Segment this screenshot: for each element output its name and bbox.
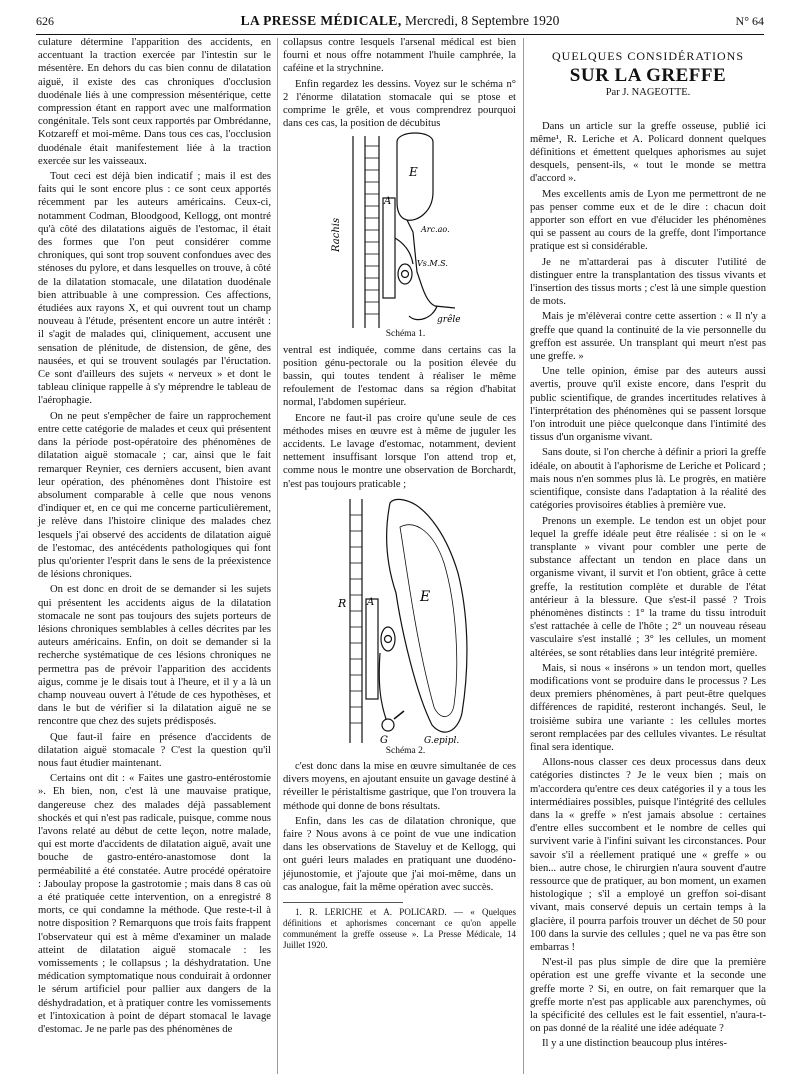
schema-2-label-g: G [379,734,388,745]
paragraph: On ne peut s'empêcher de faire un rapprochement entre cette catégorie de malades et ceux qui présentent dans la période post-opératoire des phénomènes de dilatation aiguë stomacale ; car, ainsi que le fait remarquer Reynier, ces derniers accusent, bien avant leur opération, des phénomènes dont l'histoire est absolument comparable à celle que nous venons d'indiquer et, en ce qui me concerne particulièrement, je relève dans l'histoire clinique des malades chez lesquels j'ai observé des accidents de dilatation aiguë de l'estomac, des antécédents pathologiques qui font plus qu'orienter l'esprit dans le sens de la préexistence de lésions chroniques. [38,410,271,581]
paragraph: Dans un article sur la greffe osseuse, publié ici même¹, R. Leriche et A. Policard donnent quelques définitions et émettent quelques aphorismes au sujet desquels, pensent-ils, « tout le monde se mettra d'accord ». [530,120,766,185]
schema-2-label-e: E [419,588,430,605]
paragraph: Sans doute, si l'on cherche à définir a priori la greffe idéale, on aboutit à l'aphorisme de Leriche et Policard ; mais nous n'en sommes plus là. Le progrès, en matière scientifique, consiste dans l'adaptation à la réalité des catégories provisoires établies à première vue. [530,447,766,512]
article-kicker: QUELQUES CONSIDÉRATIONS [551,49,744,63]
column-rule [523,38,524,1074]
journal-title: LA PRESSE MÉDICALE, [240,13,402,28]
schema-1-label-arc: Arc.ao. [420,225,450,235]
paragraph: ventral est indiquée, comme dans certains cas la position génu-pectorale ou la position élevée du bassin, qui toutes tendent à réaliser le même refoulement de l'estomac dans sa région d'habitat normal, l'abdomen supérieur. [283,344,516,409]
paragraph: Encore ne faut-il pas croire qu'une seule de ces méthodes mises en œuvre est à même de juguler les accidents. Le lavage d'estomac, notamment, devient nettement insuffisant lorsque l'on attend trop et, comme nous le montre une observation de Borchardt, n'est pas toujours praticable ; [283,412,516,490]
footnote: 1. R. LERICHE et A. POLICARD. — « Quelques définitions et aphorismes concernant ce qu'on appelle communément la greffe osseuse ». La Presse Médicale, 14 Juillet 1920. [283,907,516,951]
schema-1-label-a: A [383,196,391,208]
column-2 [283,36,516,953]
paragraph: Il y a une distinction beaucoup plus intéres- [542,1038,728,1050]
paragraph: Tout ceci est déjà bien indicatif ; mais il est des faits qui le sont encore plus : ce sont ceux apportés récemment par les auteurs américains. Ceux-ci, notamment Codman, Bloodgood, Kellogg, ont montré qu'à côté des dilatations aiguës de l'estomac, il était des formes que l'on peut considérer comme chroniques, qui sont trop souvent confondues avec des sténoses du pylore, et dans lesquelles on trouve, à côté de la dilatation stomacale, une dilatation duodénale bien attribuable à une compression. Ces affections, étudiées aux rayons X, et qui ouvrent tout un champ nouveau à l'étude, présentent encore un autre intérêt : il s'agit de malades qui, cliniquement, accusent une sensation de plénitude, de distension, de gêne, des nausées, et qui se trouvent soulagés par l'éructation. Ce sont d'ailleurs des sujets « nerveux » et dont le tableau clinique rappelle à s'y méprendre le tableau de l'aérophagie. [38,171,271,407]
running-header [36,10,764,35]
paragraph: Que faut-il faire en présence d'accidents de dilatation aiguë stomacale ? C'est la question qu'il nous faut étudier maintenant. [38,731,271,769]
schema-1-figure [325,132,475,328]
paragraph: Je ne m'attarderai pas à discuter l'utilité de distinguer entre la transplantation des tissus vivants et l'insertion des tissus morts ; c'est là une simple question de mots. [530,256,766,308]
page-number: 626 [36,14,54,28]
article-title: SUR LA GREFFE [569,65,727,87]
article-byline: Par J. NAGEOTTE. [605,87,691,99]
column-3 [530,36,766,1053]
schema-1-label-grele: grêle [436,315,461,326]
paragraph: Allons-nous classer ces deux processus dans deux catégories distinctes ? Je le veux bien ; mais on m'accordera qu'entre ces deux catégories il y a tous les intermédiaires possibles, puisque l'intégrité des cellules dans la « greffe » n'est jamais absolue : certaines d'entre elles succombent et le nombre de celles qui survivent varie à l'infini suivant les circonstances. Pour savoir s'il a réellement pratiqué une « greffe » ou bien... autre chose, le chirurgien n'aura souvent d'autre ressource que de pratiquer, au bon moment, un examen histologique ; s'il a employé un greffon soi-disant vivant, mais conservé depuis un certain temps à la glacière, il pourra parfois trouver un déchet de 50 pour 100 dans la survie des cellules ; quel ne va pas être son embarras ! [530,757,766,953]
paragraph: Une telle opinion, émise par des auteurs aussi avertis, prouve qu'il existe encore, dans l'esprit du public scientifique, de grandes incertitudes relatives à l'interprétation des phénomènes qui se passent lorsque l'on introduit une pièce quelconque dans l'intimité des tissus d'un organisme vivant. [530,366,766,444]
schema-1-label-rachis: Rachis [330,218,342,253]
paragraph: Prenons un exemple. Le tendon est un objet pour lequel la greffe idéale peut être réalisée : si on le « transplante » vivant pour combler une perte de substance affectant un tendon en place dans un organisme vivant, il survit et l'on obtient, grâce à cette greffe, la restitution complète et durable de l'état antérieur à la blessure. Que s'est-il passé ? Trois phénomènes distincts : 1° la trame du tissu introduit s'est rattachée à celle de l'hôte ; 2° un nouveau réseau vasculaire s'est installé ; 3° les cellules, un moment altérées, se sont rétablies dans leur intégrité première. [530,515,766,659]
journal-line [36,13,764,29]
schema-2-label-a: A [366,596,374,608]
schema-2-label-gepipl: G.epipl. [423,735,459,745]
paragraph: Mais, si nous « insérons » un tendon mort, quelles modifications vont se produire dans le processus ? Les deux premiers phénomènes, à part peut-être quelques différences de rapidité, resteront inchangés. Seul, le troisième subira une variante : les cellules mortes seront remplacées par des cellules vivantes. Le résultat final sera identique. [530,662,766,753]
paragraph: Certains ont dit : « Faites une gastro-entérostomie ». Eh bien, non, c'est là une mauvaise pratique, dangereuse chez des malades déjà passablement shockés et qui n'est pas radicale, puisque, comme nous l'avons relaté au début de cette leçon, notre malade, qui est morte d'accidents de dilatation aiguë, avait une bouche de gastro-entéro-anastomose dont la perméabilité a été constatée. Autre procédé opératoire : Jaboulay propose la gastrotomie ; mais dans 8 cas où a été pratiquée cette intervention, on a enregistré 8 morts, ce qui condamne la méthode. Que reste-t-il à notre disposition ? Remarquons que trois faits frappent l'observateur qui est à même d'examiner un malade atteint de dilatation aiguë stomacale : les vomissements ; le collapsus ; la déshydratation. Une médication symptomatique nous conduirait à ordonner le sérum artificiel pour pallier aux dangers de la déshydradation, et à pratiquer contre les vomissements et l'intoxication à point de départ stomacal le lavage d'estomac. Je ne parle pas des phénomènes de [38,773,271,1036]
schema-2-figure [320,493,480,745]
column-1 [38,36,271,1038]
schema-1-label-e: E [408,165,418,180]
paragraph: On est donc en droit de se demander si les sujets qui présentent les accidents aigus de la dilatation stomacale ne sont pas toujours des sujets porteurs de lésions chroniques semblables à celles décrites par les auteurs américains. Enfin, on doit se demander si la recherche systématique de ces lésions chroniques ne permettra pas de prévoir l'apparition des accidents aigus, comme je le disais tout à l'heure, et il y a là un champ nouveau ouvert à l'étude de ces hypothèses, et dans le but de vérifier si la dilatation aiguë ne se rencontre que chez des sujets prédisposés. [38,584,271,728]
paragraph: collapsus contre lesquels l'arsenal médical est bien fourni et nous offre notamment l'huile camphrée, la caféine et la strychnine. [283,37,516,75]
paragraph: Mais je m'élèverai contre cette assertion : « Il n'y a greffe que quand la continuité de la vie personnelle du greffon est assurée. Un transplant qui meurt n'est pas une greffe. » [530,311,766,363]
column-rule [277,38,278,1074]
paragraph: c'est donc dans la mise en œuvre simultanée de ces divers moyens, en ajoutant ensuite un gavage destiné à réveiller le péristaltisme gastrique, que l'on trouvera la méthode qui donne de bons résultats. [283,761,516,812]
issue-number: N° 64 [735,14,764,28]
issue-date: Mercredi, 8 Septembre 1920 [404,13,560,28]
paragraph: Enfin regardez les dessins. Voyez sur le schéma n° 2 l'énorme dilatation stomacale qui se ptose et comprime le grêle, et vous comprendrez pourquoi dans ces cas, la position de décubitus [283,78,516,130]
schema-1-caption: Schéma 1. [385,329,426,340]
paragraph: N'est-il pas plus simple de dire que la première opération est une greffe vivante et la seconde une greffe morte ? Si, en outre, on fait remarquer que la greffe morte n'est pas applicable aux parenchymes, où la spécificité des cellules est le fait essentiel, n'aura-t-on pas donné de la réalité une idée adéquate ? [530,957,766,1035]
schema-2-caption: Schéma 2. [385,745,426,756]
paragraph: Enfin, dans les cas de dilatation chronique, que faire ? Nous avons à ce point de vue une indication dans les observations de Staveluy et de Kellogg, qui ont guéri leurs malades en pratiquant une duodéno-jéjunostomie, et j'ajoute que j'ai moi-même, dans un cas analogue, fait la même opération avec succès. [283,815,516,893]
paragraph: Mes excellents amis de Lyon me permettront de ne pas penser comme eux et de le dire : chacun doit apporter son effort en vue d'élucider les phénomènes qui se passent au cours de la greffe, dont l'importance pratique est si considérable. [530,188,766,253]
paragraph: culature détermine l'apparition des accidents, en accentuant la traction exercée par l'intestin sur le mésentère. En dehors du cas bien connu de dilatation aiguë, il existe des cas chroniques d'occlusion duodénale liés à une compression mésentérique, cette compression étant en rapport avec une malformation congénitale. Tels sont ceux rapportés par Ombrédanne, Kotzareff et moi-même. Dans tous ces cas, l'occlusion duodénale était manifestement liée à la traction exercée sur les vaisseaux. [38,37,271,167]
schema-1-label-vm: Vs.M.S. [416,259,448,269]
schema-2-label-r: R [337,596,346,610]
